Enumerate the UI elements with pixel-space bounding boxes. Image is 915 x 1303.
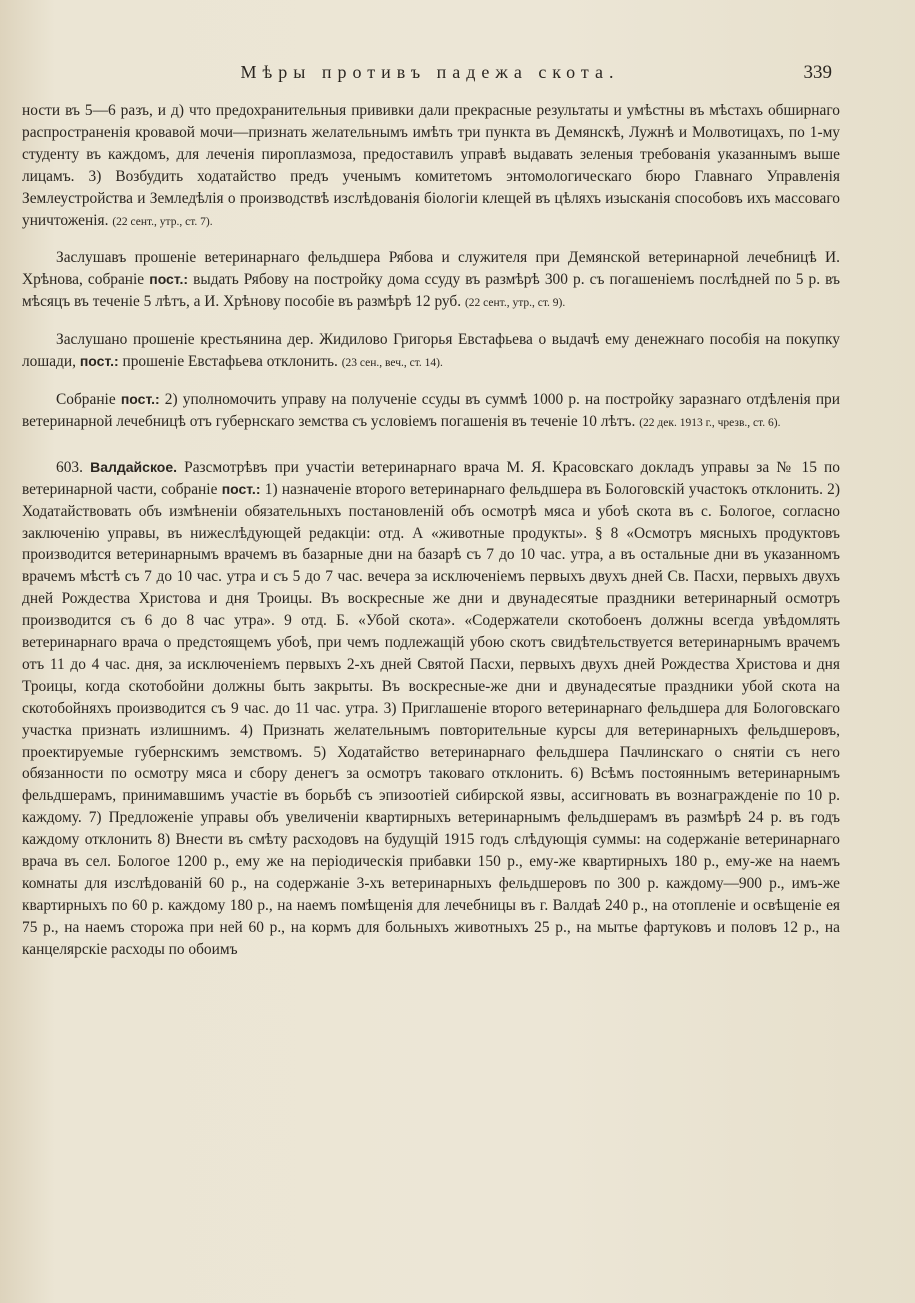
paragraph-text: прошеніе Евстафьева отклонить.	[122, 353, 338, 371]
paragraph-ryabov	[22, 247, 840, 315]
paragraph-text: 1) назначеніе второго ветеринарнаго фельдшера въ Бологовскій участокъ отклонить. 2) Ходатайствовать объ измѣненіи обязательныхъ постановленій объ осмотрѣ мяса и убоѣ скота въ с. Бологое, согласно заключенію управы, въ нижеслѣдующей редакціи: отд. А «животные продукты». § 8 «Осмотръ мясныхъ продуктовъ производится ветеринарнымъ врачемъ въ базарные дни на базарѣ съ 7 до 10 час. утра, а въ остальные дни въ указанномъ врачемъ мѣстѣ съ 7 до 10 час. утра и съ 5 до 7 час. вечера за исключеніемъ первыхъ двухъ дней Св. Пасхи, первыхъ двухъ дней Рождества Христова и дня Троицы. Въ воскресные же дни и двунадесятые праздники ветеринарный осмотръ производится съ 6 до 8 час утра». 9 отд. Б. «Убой скота». «Содержатели скотобоенъ должны всегда увѣдомлять ветеринарнаго врача о предстоящемъ убоѣ, при чемъ подлежащій убою скотъ свидѣтельствуется ветеринарнымъ врачемъ отъ 11 до 4 час. дня, за исключеніемъ первыхъ 2-хъ дней Святой Пасхи, первыхъ двухъ дней Рождества Христова и дня Троицы, когда скотобойни должны быть закрыты. Въ воскресные-же дни и двунадесятые праздники убой скота на скотобойняхъ производится съ 9 час. до 11 час. утра. 3) Приглашеніе второго ветеринарнаго фельдшера для Бологовскаго участка признать излишнимъ. 4) Признать желательнымъ повторительные курсы для ветеринарныхъ фельдшеровъ, проектируемые губернскимъ земствомъ. 5) Ходатайство ветеринарнаго фельдшера Пачлинскаго о снятіи съ него обязанности по осмотру мяса и сбору денегъ за осмотръ таковаго отклонить. 6) Всѣмъ постояннымъ ветеринарнымъ фельдшерамъ, принимавшимъ участіе въ борьбѣ съ эпизоотіей сибирской язвы, ассигновать въ вознагражденіе по 10 р. каждому. 7) Предложеніе управы объ увеличеніи квартирныхъ ветеринарнымъ фельдшерамъ въ размѣрѣ 24 р. въ годъ каждому отклонить 8) Внести въ смѣту расходовъ на будущій 1915 годъ слѣдующія суммы: на содержаніе ветеринарнаго врача въ сел. Бологое 1200 р., ему же на періодическія прибавки 150 р., ему-же квартирныхъ 180 р., ему-же на наемъ комнаты для изслѣдованій 60 р., на содержаніе 3-хъ ветеринарныхъ фельдшеровъ по 300 р. каждому—900 р., имъ-же квартирныхъ по 60 р. каждому 180 р., на наемъ помѣщенія для лечебницы въ г. Валдаѣ 240 р., на отопленіе и освѣщеніе ея 75 р., на наемъ сторожа при ней 60 р., на кормъ для больныхъ животныхъ 25 р., на мытье фартуковъ и половъ 12 р., на канцелярскіе расходы по обоимъ	[22, 480, 841, 958]
paragraph-text: Разсмотрѣвъ при участіи ветеринарнаго врача М. Я. Красовскаго докладъ управы за № 15 по ветеринарной части, собраніе	[22, 458, 840, 498]
resolution-keyword: пост.:	[149, 271, 189, 288]
paragraph-text: Заслушано прошеніе крестьянина дер. Жидилово Григорья Евстафьева о выдачѣ ему денежнаго пособія на покупку лошади,	[22, 331, 840, 371]
paragraph-text: Заслушавъ прошеніе ветеринарнаго фельдшера Рябова и служителя при Демянской ветеринарной лечебницѣ И. Хрѣнова, собраніе	[22, 249, 840, 289]
resolution-keyword: пост.:	[79, 353, 119, 370]
paragraph-continuation	[22, 100, 840, 233]
entry-number: 603.	[56, 458, 83, 476]
resolution-keyword: пост.:	[221, 480, 261, 497]
session-reference: (22 сент., утр., ст. 7).	[112, 215, 213, 228]
entry-title: Валдайское.	[90, 458, 177, 475]
paragraph-text: 2) уполномочить управу на полученіе ссуды въ суммѣ 1000 р. на постройку заразнаго отдѣленія при ветеринарной лечебницѣ отъ губернскаго земства съ условіемъ погашенія въ теченіе 10 лѣтъ.	[22, 390, 840, 430]
running-header	[0, 62, 915, 92]
paragraph-loan	[22, 389, 840, 435]
entry-603-valdai	[22, 457, 840, 961]
paragraph-text: ности въ 5—6 разъ, и д) что предохранительныя прививки дали прекрасные результаты и умѣстны въ мѣстахъ обширнаго распространенія кровавой мочи—признать желательнымъ имѣть три пункта въ Демянскѣ, Лужнѣ и Молвотицахъ, по 1-му студенту въ каждомъ, для леченія пироплазмоза, предоставилъ управѣ выдавать зеленыя требованія указаннымъ выше лицамъ. 3) Возбудить ходатайство предъ ученымъ комитетомъ энтомологическаго бюро Главнаго Управленія Землеустройства и Земледѣлія о производствѣ изслѣдованія біологіи клещей въ цѣляхъ изысканія способовъ ихъ массоваго уничтоженія.	[22, 102, 840, 229]
page-number: 339	[803, 62, 832, 83]
paragraph-text: Собраніе	[56, 390, 116, 408]
body-text	[22, 100, 840, 975]
paragraph-evstafiev	[22, 329, 840, 375]
resolution-keyword: пост.:	[120, 390, 160, 407]
session-reference: (22 сент., утр., ст. 9).	[464, 297, 566, 310]
session-reference: (22 дек. 1913 г., чрезв., ст. 6).	[639, 416, 781, 429]
running-title: Мѣры противъ падежа скота.	[240, 62, 620, 82]
paragraph-text: выдать Рябову на постройку дома ссуду въ размѣрѣ 300 р. съ погашеніемъ послѣдней по 5 р. въ мѣсяцъ въ теченіе 5 лѣтъ, а И. Хрѣнову пособіе въ размѣрѣ 12 руб.	[22, 271, 840, 311]
session-reference: (23 сен., веч., ст. 14).	[341, 357, 443, 370]
